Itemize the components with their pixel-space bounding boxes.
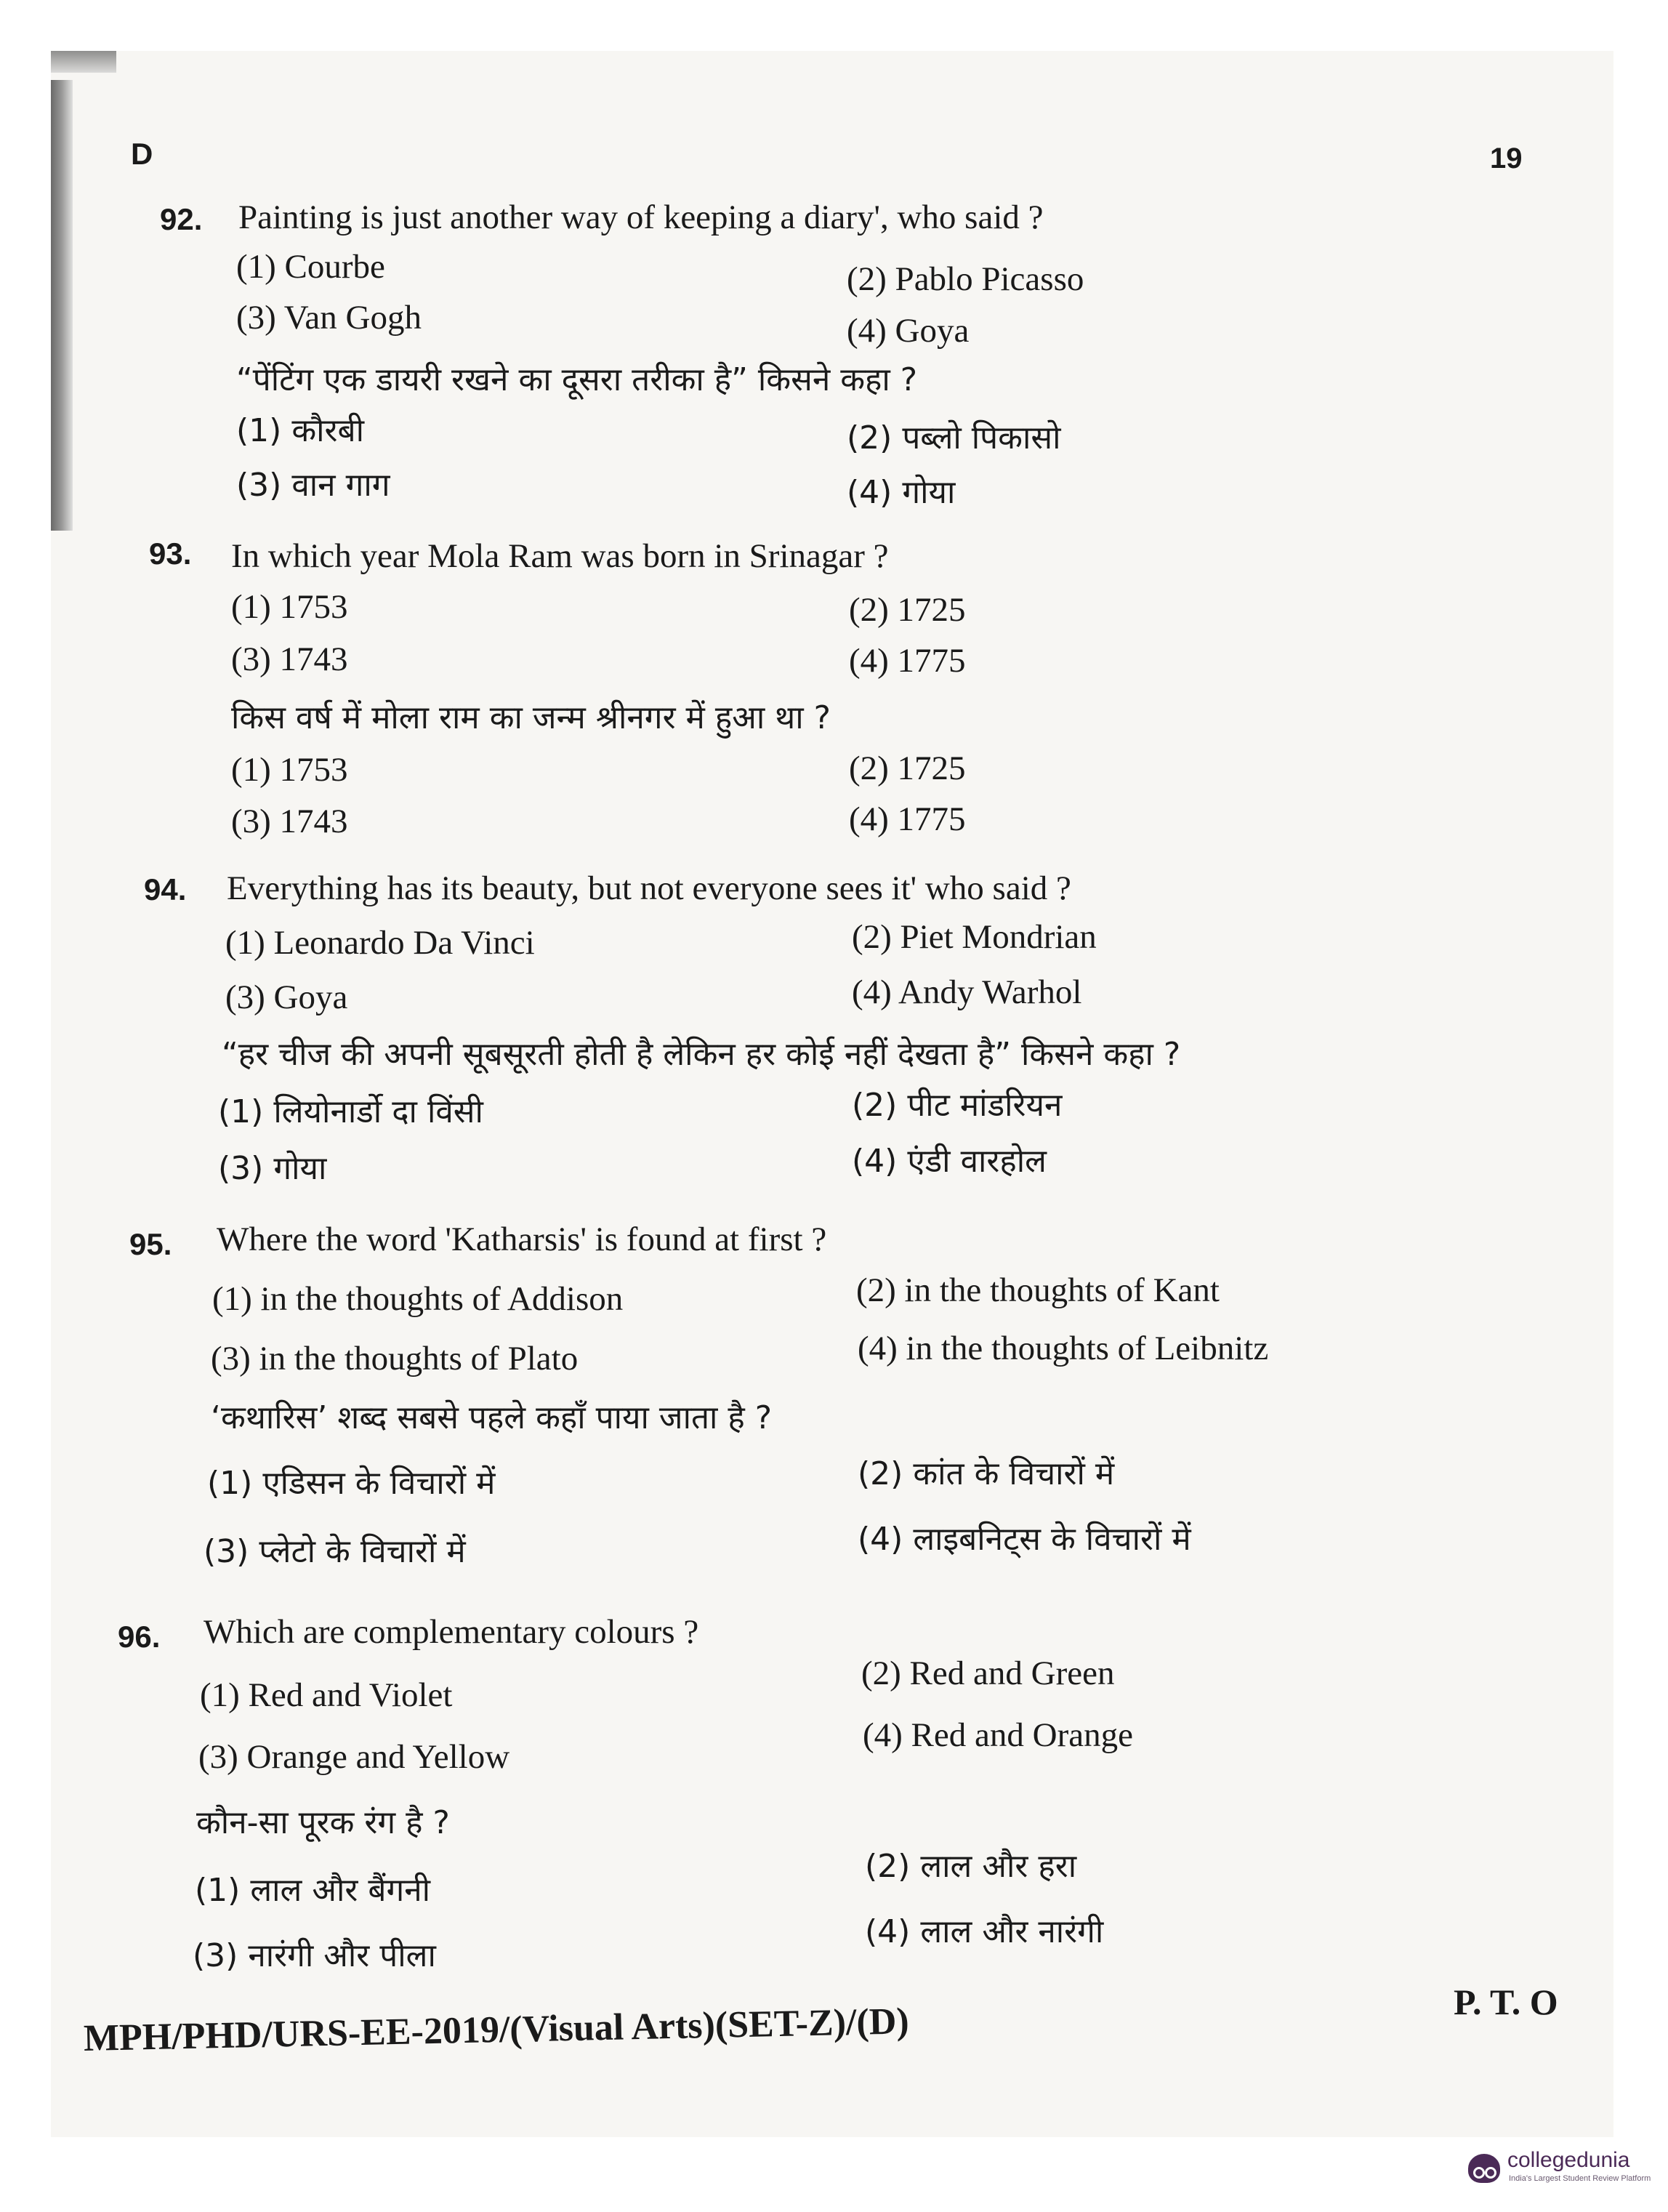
option-4: (4) 1775 bbox=[849, 642, 966, 680]
question-number: 92. bbox=[160, 202, 203, 236]
option-1-hindi: (1) लियोनार्डो दा विंसी bbox=[218, 1093, 483, 1130]
option-3-hindi: (3) प्लेटो के विचारों में bbox=[204, 1533, 466, 1570]
option-2-hindi: (2) पीट मांडरियन bbox=[852, 1087, 1063, 1124]
option-2-hindi: (2) 1725 bbox=[849, 749, 966, 787]
question-text: In which year Mola Ram was born in Srinagar ? bbox=[231, 537, 889, 575]
option-4-hindi: (4) गोया bbox=[847, 474, 956, 511]
option-3: (3) Van Gogh bbox=[236, 299, 422, 337]
option-4-hindi: (4) 1775 bbox=[849, 800, 966, 838]
option-4: (4) Andy Warhol bbox=[852, 973, 1082, 1011]
question-text: Painting is just another way of keeping a diary', who said ? bbox=[238, 198, 1044, 236]
option-3-hindi: (3) वान गाग bbox=[236, 467, 390, 504]
option-3: (3) in the thoughts of Plato bbox=[211, 1340, 579, 1378]
question-text: Everything has its beauty, but not everyone sees it' who said ? bbox=[227, 869, 1071, 907]
option-4: (4) in the thoughts of Leibnitz bbox=[858, 1330, 1269, 1367]
option-4: (4) Goya bbox=[847, 312, 970, 350]
option-2: (2) 1725 bbox=[849, 591, 966, 629]
question-number: 93. bbox=[149, 536, 192, 571]
option-3-hindi: (3) नारंगी और पीला bbox=[193, 1937, 436, 1974]
option-2: (2) Piet Mondrian bbox=[852, 918, 1097, 956]
question-text-hindi: “पेंटिंग एक डायरी रखने का दूसरा तरीका है” किसने कहा ? bbox=[236, 361, 918, 398]
collegedunia-watermark bbox=[1468, 2148, 1650, 2188]
watermark-tagline: India's Largest Student Review Platform bbox=[1509, 2174, 1651, 2183]
option-2-hindi: (2) कांत के विचारों में bbox=[858, 1455, 1115, 1492]
question-text: Which are complementary colours ? bbox=[204, 1613, 699, 1651]
option-3-hindi: (3) 1743 bbox=[231, 803, 348, 840]
option-2-hindi: (2) लाल और हरा bbox=[865, 1848, 1077, 1885]
question-text-hindi: कौन-सा पूरक रंग है ? bbox=[196, 1804, 450, 1841]
option-2: (2) Pablo Picasso bbox=[847, 260, 1084, 298]
binding-shadow bbox=[51, 80, 73, 531]
question-text-hindi: किस वर्ष में मोला राम का जन्म श्रीनगर में हुआ था ? bbox=[231, 699, 831, 736]
option-1: (1) Courbe bbox=[236, 248, 385, 286]
question-number: 95. bbox=[129, 1227, 172, 1261]
option-2-hindi: (2) पब्लो पिकासो bbox=[847, 419, 1061, 457]
option-1-hindi: (1) लाल और बैंगनी bbox=[195, 1872, 431, 1909]
question-text-hindi: ‘कथारिस’ शब्द सबसे पहले कहाँ पाया जाता है ? bbox=[211, 1399, 773, 1436]
option-3: (3) Goya bbox=[225, 978, 348, 1016]
option-3: (3) 1743 bbox=[231, 640, 348, 678]
option-4-hindi: (4) लाल और नारंगी bbox=[865, 1913, 1104, 1950]
watermark-name: collegedunia bbox=[1507, 2148, 1630, 2172]
option-1: (1) Leonardo Da Vinci bbox=[225, 924, 535, 962]
option-2: (2) in the thoughts of Kant bbox=[856, 1271, 1220, 1309]
owl-logo-icon bbox=[1468, 2154, 1500, 2183]
question-text-hindi: “हर चीज की अपनी सूबसूरती होती है लेकिन हर कोई नहीं देखता है” किसने कहा ? bbox=[222, 1036, 1181, 1073]
option-1: (1) Red and Violet bbox=[200, 1676, 453, 1714]
option-1: (1) 1753 bbox=[231, 588, 348, 626]
option-2: (2) Red and Green bbox=[861, 1654, 1115, 1692]
question-number: 94. bbox=[144, 872, 187, 906]
binding-shadow-top bbox=[51, 51, 116, 73]
option-1-hindi: (1) एडिसन के विचारों में bbox=[207, 1465, 496, 1502]
option-1: (1) in the thoughts of Addison bbox=[212, 1280, 624, 1318]
exam-code-footer: MPH/PHD/URS-EE-2019/(Visual Arts)(SET-Z)/(D) bbox=[83, 2000, 910, 2059]
set-letter: D bbox=[131, 137, 153, 171]
question-text: Where the word 'Katharsis' is found at first ? bbox=[217, 1220, 827, 1258]
option-1-hindi: (1) 1753 bbox=[231, 751, 348, 789]
option-4-hindi: (4) एंडी वारहोल bbox=[852, 1143, 1047, 1180]
option-1-hindi: (1) कौरबी bbox=[236, 412, 365, 449]
option-3: (3) Orange and Yellow bbox=[198, 1738, 510, 1776]
pto-label: P. T. O bbox=[1454, 1982, 1558, 2022]
question-number: 96. bbox=[118, 1620, 161, 1654]
page-number: 19 bbox=[1490, 142, 1523, 174]
option-3-hindi: (3) गोया bbox=[218, 1150, 327, 1187]
option-4: (4) Red and Orange bbox=[863, 1716, 1133, 1754]
option-4-hindi: (4) लाइबनिट्स के विचारों में bbox=[858, 1521, 1191, 1558]
